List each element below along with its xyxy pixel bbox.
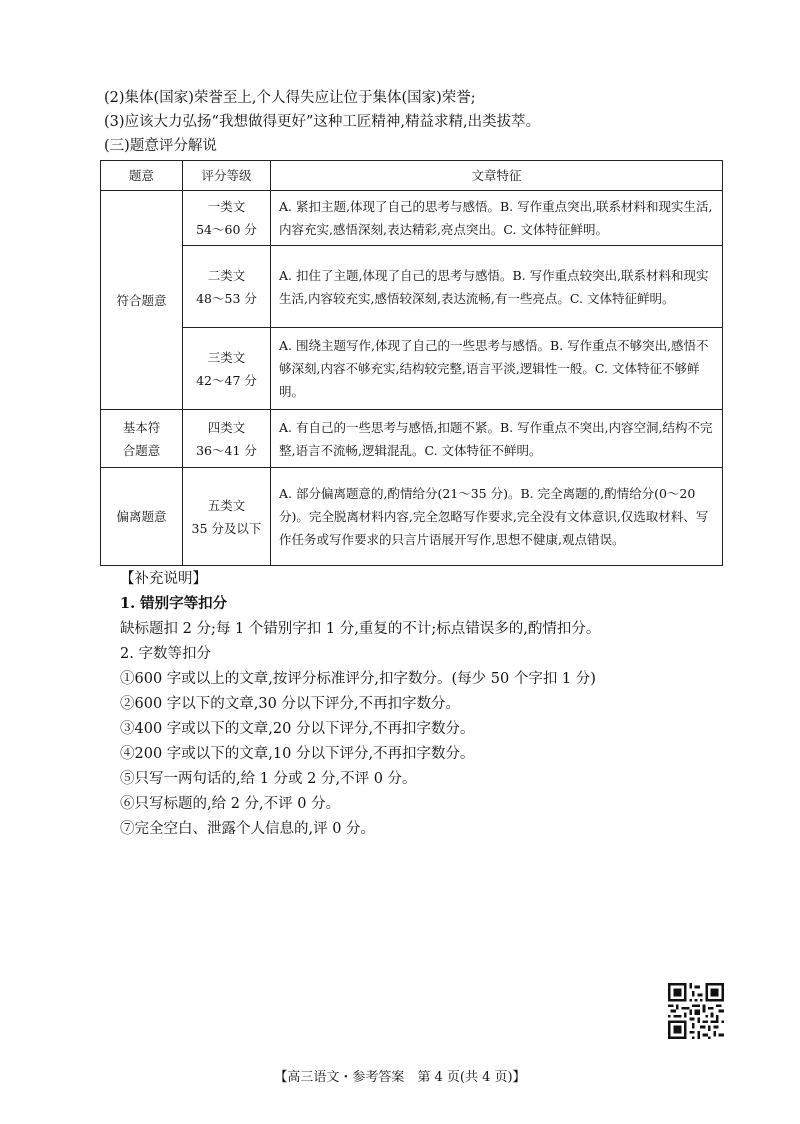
table-row bbox=[101, 410, 723, 468]
topic-line: 基本符 bbox=[122, 419, 161, 435]
qr-code-icon bbox=[668, 983, 724, 1039]
list-item: ⑥只写标题的,给 2 分,不评 0 分。 bbox=[120, 796, 341, 812]
features-cell: A. 围绕主题写作,体现了自己的一些思考与感悟。B. 写作重点不够突出,感悟不够深刻,内容不够充实,结构较完整,语言平淡,逻辑性一般。C. 文体特征不够鲜明。 bbox=[271, 328, 723, 410]
grade-score: 42～47 分 bbox=[196, 372, 257, 388]
table-row bbox=[101, 328, 723, 410]
grade-score: 54～60 分 bbox=[196, 222, 257, 237]
intro-line-2: (2)集体(国家)荣誉至上,个人得失应让位于集体(国家)荣誉; bbox=[104, 90, 476, 106]
supplement-section-2: 2. 字数等扣分 bbox=[120, 646, 211, 662]
topic-cell-off: 偏离题意 bbox=[101, 468, 183, 566]
features-cell: A. 扣住了主题,体现了自己的思考与感悟。B. 写作重点较突出,联系材料和现实生活,内容较充实,感悟较深刻,表达流畅,有一些亮点。C. 文体特征鲜明。 bbox=[271, 246, 723, 328]
table-row bbox=[101, 191, 723, 246]
header-grade: 评分等级 bbox=[183, 161, 271, 191]
grade-name: 二类文 bbox=[207, 267, 246, 283]
list-item: ④200 字或以下的文章,10 分以下评分,不再扣字数分。 bbox=[120, 746, 475, 762]
supplement-title: 【补充说明】 bbox=[120, 571, 207, 587]
features-cell: A. 紧扣主题,体现了自己的思考与感悟。B. 写作重点突出,联系材料和现实生活,内容充实,感悟深刻,表达精彩,亮点突出。C. 文体特征鲜明。 bbox=[271, 191, 723, 246]
table-row bbox=[101, 468, 723, 566]
grade-name: 五类文 bbox=[207, 497, 246, 513]
list-item: ①600 字或以上的文章,按评分标准评分,扣字数分。(每少 50 个字扣 1 分) bbox=[120, 671, 596, 687]
grade-score: 35 分及以下 bbox=[191, 520, 262, 536]
header-topic: 题意 bbox=[101, 161, 183, 191]
header-features: 文章特征 bbox=[271, 161, 723, 191]
page-footer: 【高三语文・参考答案 第 4 页(共 4 页)】 bbox=[274, 1070, 526, 1085]
supplement-section-1-text: 缺标题扣 2 分;每 1 个错别字扣 1 分,重复的不计;标点错误多的,酌情扣分。 bbox=[120, 621, 601, 637]
grade-cell bbox=[183, 410, 271, 468]
list-item: ②600 字以下的文章,30 分以下评分,不再扣字数分。 bbox=[120, 696, 461, 712]
grade-cell bbox=[183, 191, 271, 246]
grade-score: 48～53 分 bbox=[196, 290, 257, 306]
topic-cell-fits: 符合题意 bbox=[101, 191, 183, 410]
table-header-row bbox=[101, 161, 723, 191]
features-cell: A. 有自己的一些思考与感悟,扣题不紧。B. 写作重点不突出,内容空洞,结构不完整,语言不流畅,逻辑混乱。C. 文体特征不鲜明。 bbox=[271, 410, 723, 468]
grade-name: 三类文 bbox=[207, 349, 246, 365]
grade-cell bbox=[183, 246, 271, 328]
topic-cell-basic bbox=[101, 410, 183, 468]
topic-line: 合题意 bbox=[122, 442, 161, 458]
grade-score: 36～41 分 bbox=[196, 442, 257, 458]
section-heading: (三)题意评分解说 bbox=[104, 138, 217, 154]
list-item: ③400 字或以下的文章,20 分以下评分,不再扣字数分。 bbox=[120, 721, 475, 737]
intro-line-3: (3)应该大力弘扬“我想做得更好”这种工匠精神,精益求精,出类拔萃。 bbox=[104, 114, 541, 130]
features-cell: A. 部分偏离题意的,酌情给分(21～35 分)。B. 完全离题的,酌情给分(0～20 分)。完全脱离材料内容,完全忽略写作要求,完全没有文体意识,仅选取材料、写作任务或写作要求的只言片语展开写作,思想不健康,观点错误。 bbox=[271, 468, 723, 566]
list-item: ⑤只写一两句话的,给 1 分或 2 分,不评 0 分。 bbox=[120, 771, 417, 787]
table-row bbox=[101, 246, 723, 328]
supplement-section-1: 1. 错别字等扣分 bbox=[120, 595, 228, 612]
list-item: ⑦完全空白、泄露个人信息的,评 0 分。 bbox=[120, 821, 376, 837]
grade-cell bbox=[183, 328, 271, 410]
grade-name: 一类文 bbox=[207, 199, 246, 214]
scoring-table bbox=[100, 160, 723, 566]
grade-name: 四类文 bbox=[207, 419, 246, 435]
grade-cell bbox=[183, 468, 271, 566]
